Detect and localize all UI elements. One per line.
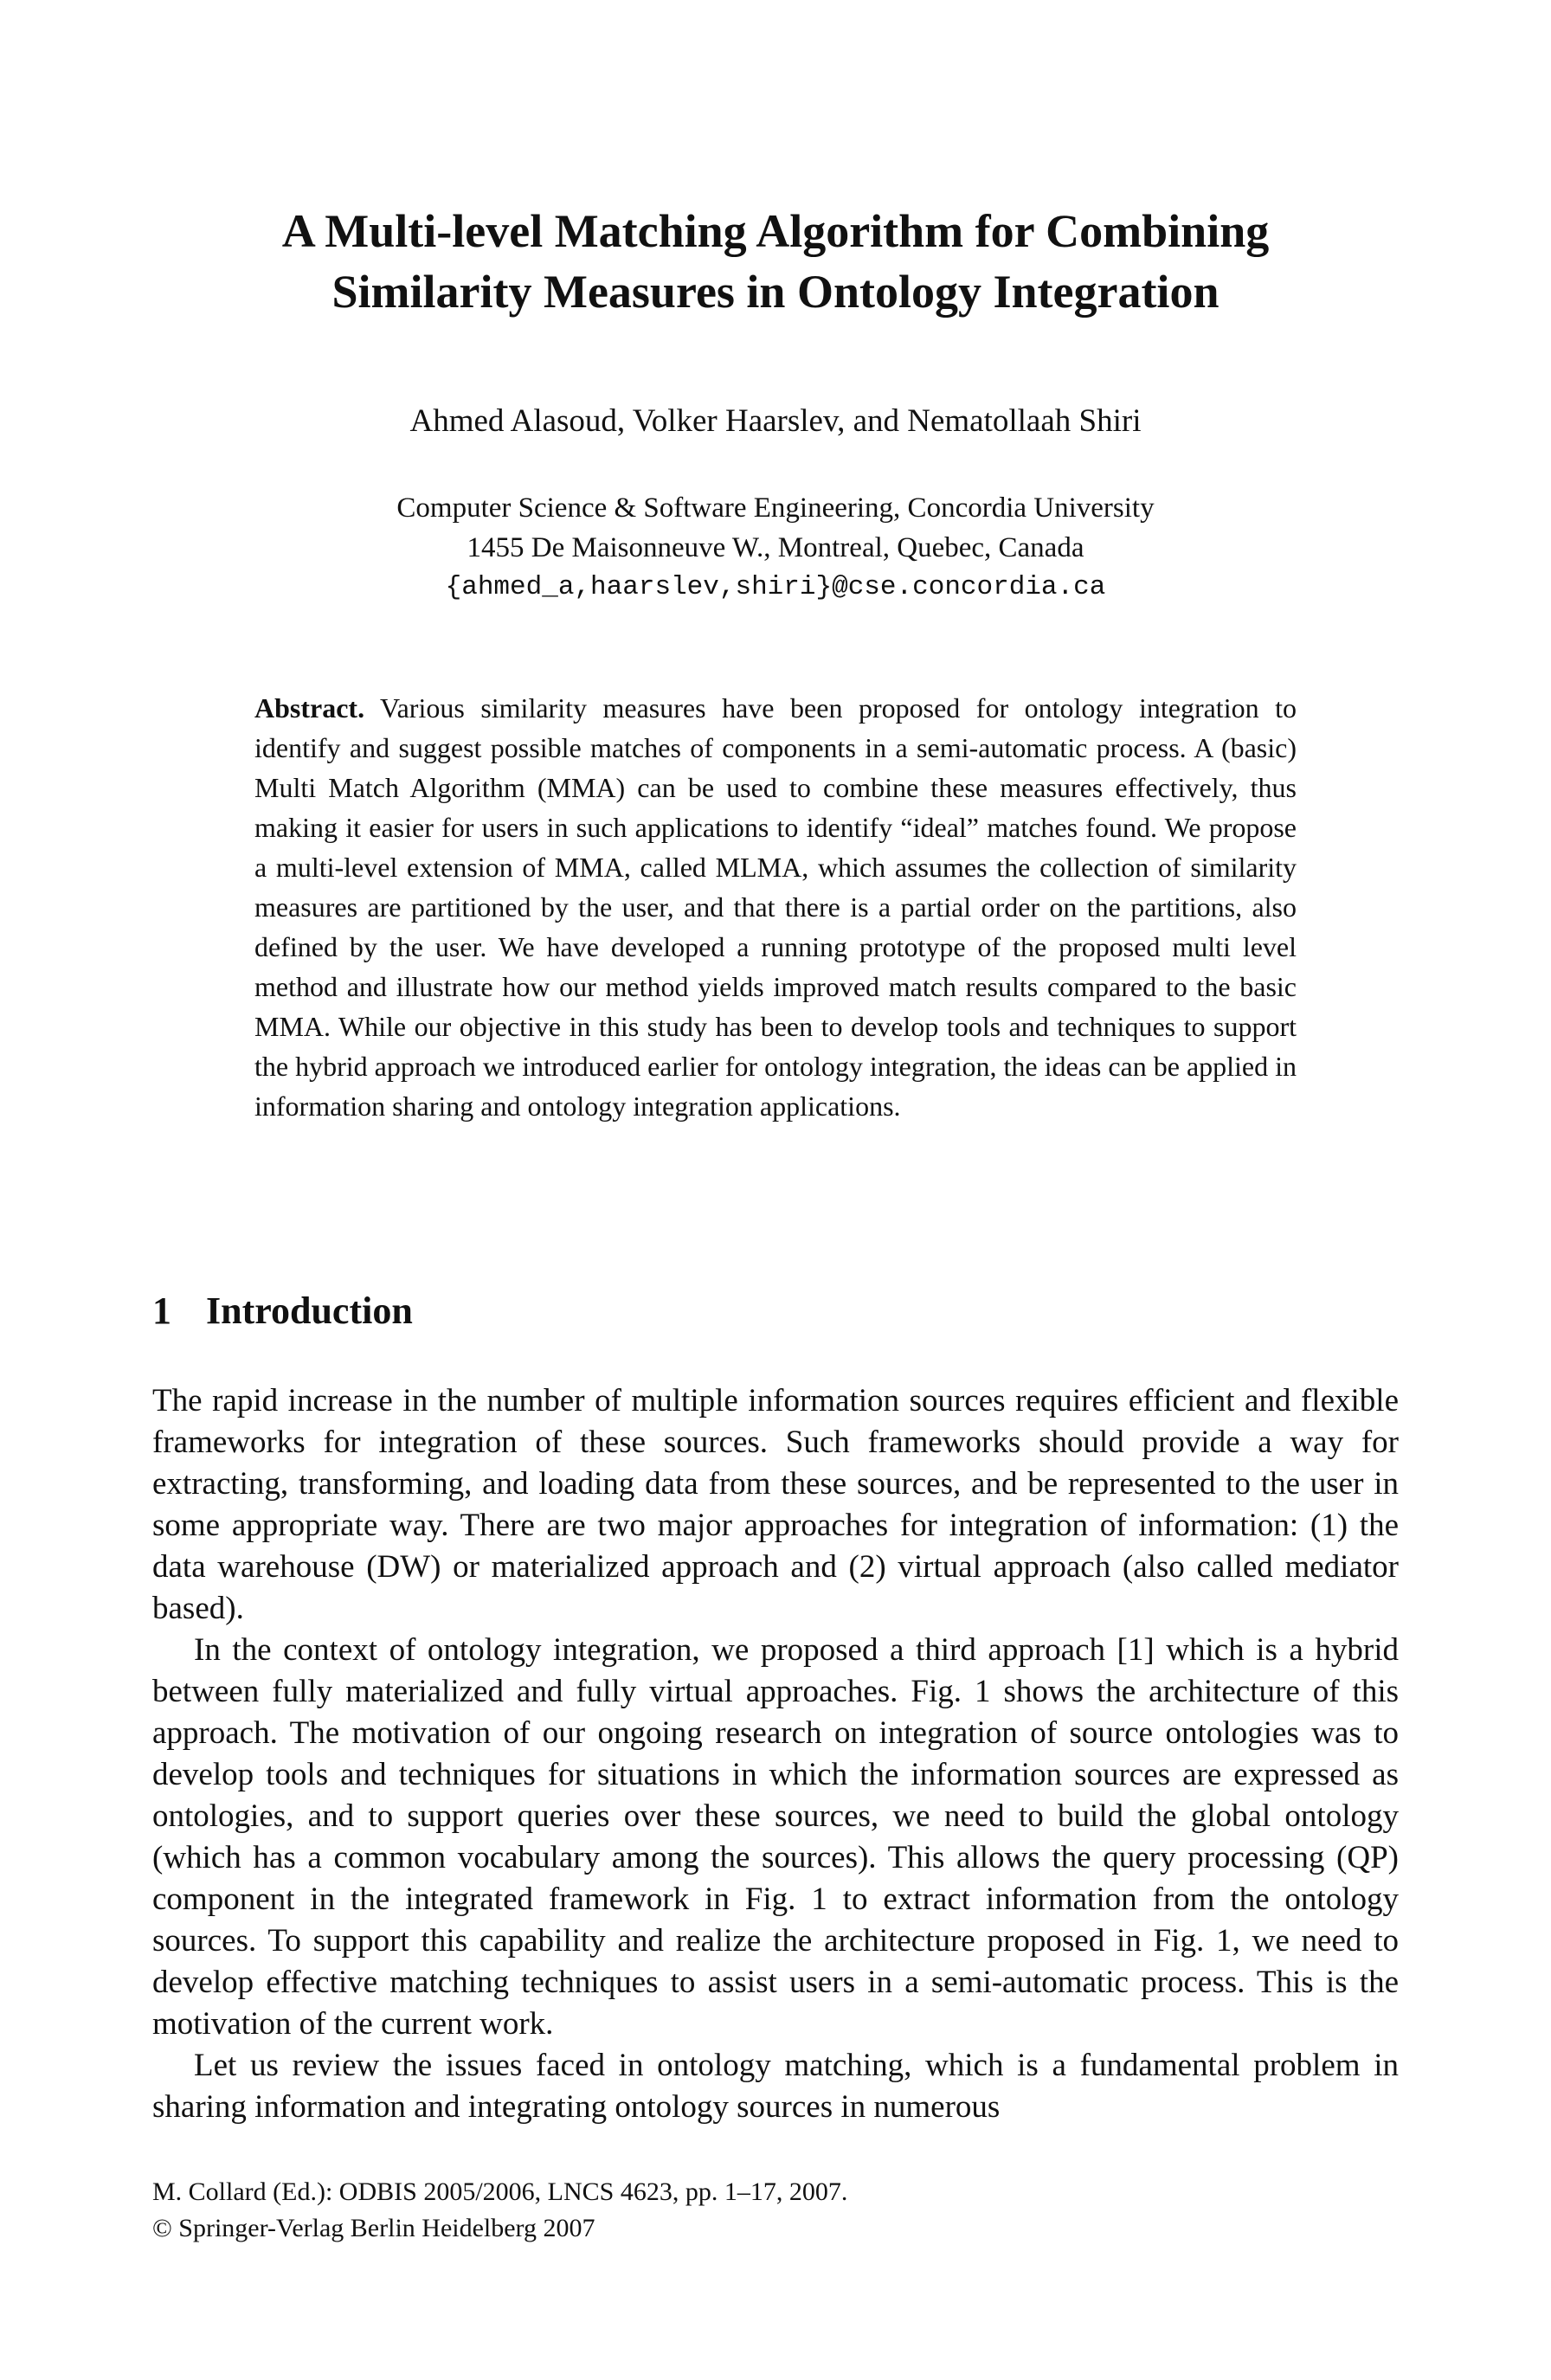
abstract-label: Abstract. xyxy=(254,692,365,724)
abstract-text: Various similarity measures have been proposed for ontology integration to identify and suggest possible matches of components in a semi-automatic process. A (basic) Multi Match Algorithm (MMA) can be used to combine these measures effectively, thus making it easier for users in such applications to identify “ideal” matches found. We propose a multi-level extension of MMA, called MLMA, which assumes the collection of similarity measures are partitioned by the user, and that there is a partial order on the partitions, also defined by the user. We have developed a running prototype of the proposed multi level method and illustrate how our method yields improved match results compared to the basic MMA. While our objective in this study has been to develop tools and techniques to support the hybrid approach we introduced earlier for ontology integration, the ideas can be applied in information sharing and ontology integration applications. xyxy=(254,692,1297,1122)
author-list: Ahmed Alasoud, Volker Haarslev, and Nematollaah Shiri xyxy=(409,403,1142,439)
citation-line: M. Collard (Ed.): ODBIS 2005/2006, LNCS 4623, pp. 1–17, 2007. xyxy=(152,2177,848,2206)
affiliation-address: 1455 De Maisonneuve W., Montreal, Quebec, Canada xyxy=(467,532,1084,563)
section-body xyxy=(152,1380,1399,2128)
body-paragraph: In the context of ontology integration, we proposed a third approach [1] which is a hybrid between fully materialized and fully virtual approaches. Fig. 1 shows the architecture of this approach. The motivation of our ongoing research on integration of source ontologies was to develop tools and techniques for situations in which the information sources are expressed as ontologies, and to support queries over these sources, we need to build the global ontology (which has a common vocabulary among the sources). This allows the query processing (QP) component in the integrated framework in Fig. 1 to extract information from the ontology sources. To support this capability and realize the architecture proposed in Fig. 1, we need to develop effective matching techniques to assist users in a semi-automatic process. This is the motivation of the current work. xyxy=(152,1632,1399,2042)
section-title: Introduction xyxy=(206,1290,413,1332)
paper-title xyxy=(156,201,1395,322)
body-paragraph: Let us review the issues faced in ontology matching, which is a fundamental problem in sharing information and integrating ontology sources in numerous xyxy=(152,2048,1399,2125)
section-number: 1 xyxy=(152,1290,171,1332)
copyright-line: © Springer-Verlag Berlin Heidelberg 2007 xyxy=(152,2214,595,2242)
affiliation-block xyxy=(156,488,1395,608)
paper-title-line-1: A Multi-level Matching Algorithm for Combining xyxy=(281,205,1270,257)
paper-title-line-2: Similarity Measures in Ontology Integration xyxy=(331,266,1220,318)
author-emails: {ahmed_a,haarslev,shiri}@cse.concordia.ca xyxy=(445,572,1106,602)
abstract xyxy=(254,688,1297,1126)
publication-footer xyxy=(152,2174,1399,2247)
affiliation-institution: Computer Science & Software Engineering, Concordia University xyxy=(396,492,1155,524)
body-paragraph: The rapid increase in the number of multiple information sources requires efficient and flexible frameworks for integration of these sources. Such frameworks should provide a way for extracting, transforming, and loading data from these sources, and be represented to the user in some appropriate way. There are two major approaches for integration of information: (1) the data warehouse (DW) or materialized approach and (2) virtual approach (also called mediator based). xyxy=(152,1383,1399,1626)
section-heading xyxy=(152,1287,1399,1335)
